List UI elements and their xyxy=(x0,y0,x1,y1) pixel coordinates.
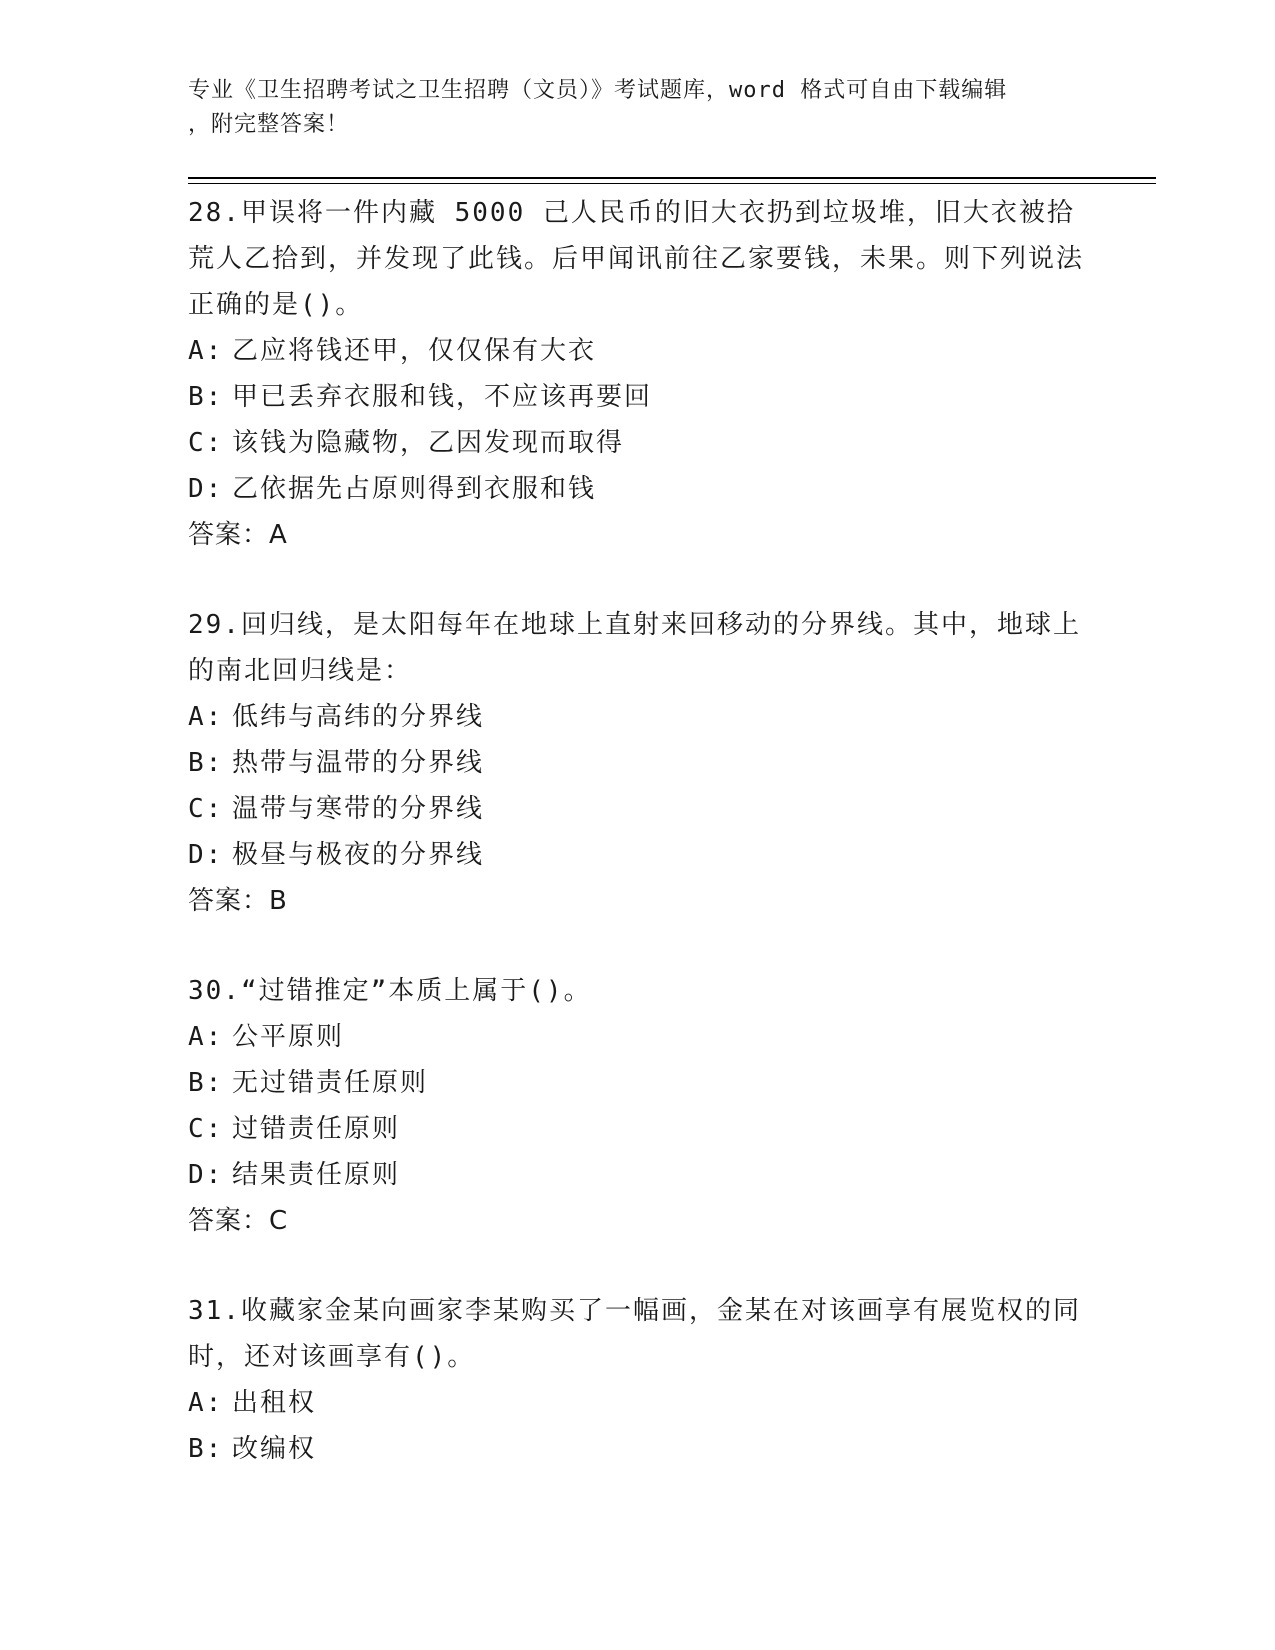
option-key: A: xyxy=(188,336,224,366)
option-d xyxy=(188,1152,1088,1198)
option-a xyxy=(188,694,1088,740)
option-a xyxy=(188,1380,1088,1426)
option-text: 过错责任原则 xyxy=(232,1114,401,1144)
option-a xyxy=(188,1014,1088,1060)
question-text: 29.回归线，是太阳每年在地球上直射来回移动的分界线。其中，地球上的南北回归线是： xyxy=(188,610,1081,686)
option-text: 乙依据先占原则得到衣服和钱 xyxy=(232,474,597,504)
option-key: D: xyxy=(188,1160,224,1190)
option-text: 极昼与极夜的分界线 xyxy=(232,840,485,870)
option-key: B: xyxy=(188,748,224,778)
option-text: 无过错责任原则 xyxy=(232,1068,429,1098)
answer-line: 答案：C xyxy=(188,1206,289,1236)
option-key: B: xyxy=(188,382,224,412)
option-text: 乙应将钱还甲，仅仅保有大衣 xyxy=(232,336,597,366)
header-line-1: 专业《卫生招聘考试之卫生招聘（文员）》考试题库，word 格式可自由下载编辑 xyxy=(188,78,1008,103)
option-text: 热带与温带的分界线 xyxy=(232,748,485,778)
option-b xyxy=(188,740,1088,786)
option-text: 公平原则 xyxy=(232,1022,345,1052)
option-c xyxy=(188,420,1088,466)
option-key: D: xyxy=(188,840,224,870)
option-key: A: xyxy=(188,702,224,732)
option-key: A: xyxy=(188,1388,224,1418)
option-text: 结果责任原则 xyxy=(232,1160,401,1190)
option-key: B: xyxy=(188,1068,224,1098)
option-key: A: xyxy=(188,1022,224,1052)
option-text: 低纬与高纬的分界线 xyxy=(232,702,485,732)
header-line-2: ，附完整答案！ xyxy=(188,112,350,137)
question-text: 28.甲误将一件内藏 5000 己人民币的旧大衣扔到垃圾堆，旧大衣被拾荒人乙拾到，并发现了此钱。后甲闻讯前往乙家要钱，未果。则下列说法正确的是()。 xyxy=(188,198,1085,320)
option-d xyxy=(188,466,1088,512)
option-text: 出租权 xyxy=(232,1388,317,1418)
option-a xyxy=(188,328,1088,374)
option-key: C: xyxy=(188,428,224,458)
question-31 xyxy=(188,1288,1088,1472)
option-text: 该钱为隐藏物，乙因发现而取得 xyxy=(232,428,625,458)
option-b xyxy=(188,1060,1088,1106)
option-text: 温带与寒带的分界线 xyxy=(232,794,485,824)
answer-line: 答案：A xyxy=(188,520,288,550)
option-key: B: xyxy=(188,1434,224,1464)
option-c xyxy=(188,1106,1088,1152)
option-d xyxy=(188,832,1088,878)
header-divider-thick xyxy=(188,177,1156,179)
question-text: 31.收藏家金某向画家李某购买了一幅画，金某在对该画享有展览权的同时，还对该画享有()。 xyxy=(188,1296,1081,1372)
question-list xyxy=(188,190,1088,1516)
header-divider-thin xyxy=(188,183,1156,184)
question-29 xyxy=(188,602,1088,924)
option-key: C: xyxy=(188,794,224,824)
document-header xyxy=(188,74,1068,142)
option-key: C: xyxy=(188,1114,224,1144)
question-text: 30.“过错推定”本质上属于()。 xyxy=(188,976,592,1006)
option-text: 改编权 xyxy=(232,1434,317,1464)
option-b xyxy=(188,1426,1088,1472)
option-text: 甲已丢弃衣服和钱，不应该再要回 xyxy=(232,382,653,412)
option-b xyxy=(188,374,1088,420)
question-30 xyxy=(188,968,1088,1244)
option-key: D: xyxy=(188,474,224,504)
option-c xyxy=(188,786,1088,832)
answer-line: 答案：B xyxy=(188,886,288,916)
question-28 xyxy=(188,190,1088,558)
